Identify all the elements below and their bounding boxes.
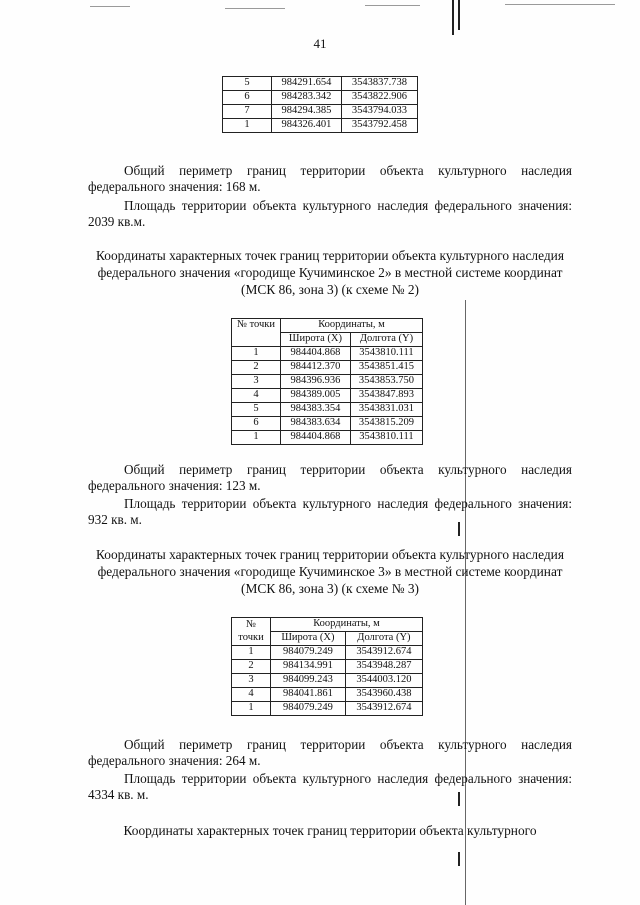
perimeter-text-3: Общий периметр границ территории объекта культурного наследия федерального значения: 264 м. <box>88 737 572 768</box>
table-cell: 4 <box>232 688 271 702</box>
table-cell: 984134.991 <box>271 660 346 674</box>
table-row <box>223 105 418 119</box>
section-heading-2: Координаты характерных точек границ территории объекта культурного наследия федерального значения «городище Кучиминское 2» в местной системе координат (МСК 86, зона 3) (к схеме № 2) <box>95 248 564 297</box>
perimeter-text-2: Общий периметр границ территории объекта культурного наследия федерального значения: 123 м. <box>88 462 572 493</box>
section-heading-4: Координаты характерных точек границ территории объекта культурного <box>123 823 537 838</box>
table-cell: 1 <box>232 347 281 361</box>
table-cell: 3543948.287 <box>345 660 422 674</box>
table-row <box>232 389 423 403</box>
scan-binding-line <box>458 852 460 866</box>
column-header-lon: Долгота (Y) <box>350 333 422 347</box>
table-cell: 3543912.674 <box>345 646 422 660</box>
column-header-no: № <box>232 618 271 632</box>
area-text-1: Площадь территории объекта культурного наследия федерального значения: 2039 кв.м. <box>88 198 572 229</box>
column-header-coords: Координаты, м <box>281 319 423 333</box>
table-cell: 3543831.031 <box>350 403 422 417</box>
table-row <box>223 91 418 105</box>
table-cell: 3543837.738 <box>341 77 417 91</box>
table-cell: 984079.249 <box>271 702 346 716</box>
table-cell: 5 <box>232 403 281 417</box>
table-row <box>232 347 423 361</box>
table-cell: 984041.861 <box>271 688 346 702</box>
table-cell: 984099.243 <box>271 674 346 688</box>
table-row <box>232 375 423 389</box>
table-cell: 1 <box>232 702 271 716</box>
table-cell: 984283.342 <box>272 91 342 105</box>
table-cell: 984396.936 <box>281 375 351 389</box>
table-cell: 3543847.893 <box>350 389 422 403</box>
table-cell: 3543794.033 <box>341 105 417 119</box>
table-cell: 984383.354 <box>281 403 351 417</box>
column-header-point: точки <box>232 632 271 646</box>
table-cell: 2 <box>232 361 281 375</box>
table-cell: 5 <box>223 77 272 91</box>
table-row <box>232 674 423 688</box>
table-cell: 984412.370 <box>281 361 351 375</box>
table-cell: 984326.401 <box>272 119 342 133</box>
table-cell: 3543853.750 <box>350 375 422 389</box>
table-cell: 1 <box>223 119 272 133</box>
scan-binding-line <box>452 0 454 35</box>
table-cell: 984294.385 <box>272 105 342 119</box>
table-cell: 3 <box>232 375 281 389</box>
scan-artifact <box>505 4 615 5</box>
table-header-row <box>232 632 423 646</box>
page-number: 41 <box>313 36 327 51</box>
table-cell: 1 <box>232 431 281 445</box>
table-cell: 3543815.209 <box>350 417 422 431</box>
coordinates-table-3 <box>231 617 423 716</box>
table-header-row <box>232 319 423 333</box>
table-cell: 3543810.111 <box>350 431 422 445</box>
table-cell: 1 <box>232 646 271 660</box>
scan-binding-line <box>465 300 466 905</box>
table-cell: 3543912.674 <box>345 702 422 716</box>
table-header-row <box>232 618 423 632</box>
scan-artifact <box>225 8 285 9</box>
column-header-lon: Долгота (Y) <box>345 632 422 646</box>
perimeter-text-1: Общий периметр границ территории объекта культурного наследия федерального значения: 168 м. <box>88 163 572 194</box>
table-cell: 3 <box>232 674 271 688</box>
table-cell: 3543810.111 <box>350 347 422 361</box>
table-cell: 3543792.458 <box>341 119 417 133</box>
table-cell: 4 <box>232 389 281 403</box>
table-row <box>232 417 423 431</box>
area-text-2: Площадь территории объекта культурного наследия федерального значения: 932 кв. м. <box>88 496 572 527</box>
table-cell: 984079.249 <box>271 646 346 660</box>
table-cell: 7 <box>223 105 272 119</box>
table-cell: 984404.868 <box>281 347 351 361</box>
coordinates-table-2 <box>231 318 423 445</box>
column-header-point: № точки <box>232 319 281 347</box>
table-cell: 3544003.120 <box>345 674 422 688</box>
table-row <box>223 119 418 133</box>
table-cell: 984291.654 <box>272 77 342 91</box>
coordinates-table-continued <box>222 76 418 133</box>
table-cell: 3543960.438 <box>345 688 422 702</box>
table-cell: 6 <box>232 417 281 431</box>
table-cell: 984404.868 <box>281 431 351 445</box>
table-row <box>232 646 423 660</box>
scan-artifact <box>365 5 420 6</box>
table-cell: 984389.005 <box>281 389 351 403</box>
section-heading-3: Координаты характерных точек границ территории объекта культурного наследия федерального значения «городище Кучиминское 3» в местной системе координат (МСК 86, зона 3) (к схеме № 3) <box>95 547 564 596</box>
table-cell: 2 <box>232 660 271 674</box>
area-text-3: Площадь территории объекта культурного наследия федерального значения: 4334 кв. м. <box>88 771 572 802</box>
table-row <box>232 688 423 702</box>
table-row <box>232 361 423 375</box>
scan-artifact <box>90 6 130 7</box>
table-cell: 6 <box>223 91 272 105</box>
table-row <box>223 77 418 91</box>
column-header-lat: Широта (X) <box>281 333 351 347</box>
table-row <box>232 431 423 445</box>
column-header-lat: Широта (X) <box>271 632 346 646</box>
table-cell: 984383.634 <box>281 417 351 431</box>
table-cell: 3543851.415 <box>350 361 422 375</box>
table-row <box>232 403 423 417</box>
scan-binding-line <box>458 0 460 30</box>
table-row <box>232 702 423 716</box>
table-cell: 3543822.906 <box>341 91 417 105</box>
table-row <box>232 660 423 674</box>
column-header-coords: Координаты, м <box>271 618 423 632</box>
